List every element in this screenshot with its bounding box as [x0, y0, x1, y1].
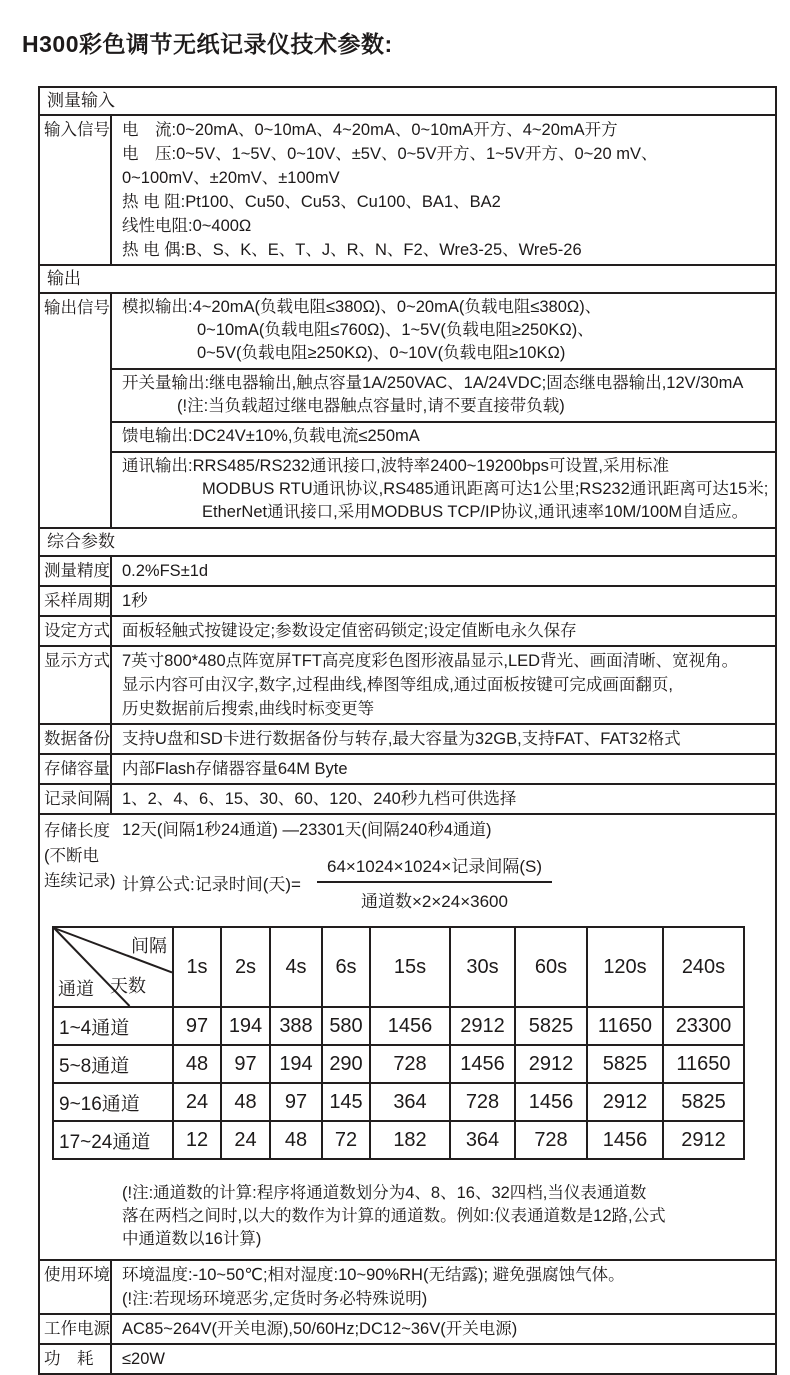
accuracy-value: 0.2%FS±1d: [122, 562, 209, 580]
channel-cell: 290: [322, 1045, 370, 1083]
column-header: 30s: [450, 927, 515, 1007]
input-signal-line: 0~100mV、±20mV、±100mV: [122, 169, 340, 187]
storage-range: 12天(间隔1秒24通道) —23301天(间隔240秒4通道): [122, 821, 492, 839]
channel-cell: 2912: [587, 1083, 663, 1121]
sampling-value: 1秒: [122, 592, 148, 610]
column-header: 1s: [173, 927, 221, 1007]
row-label-capacity: 存储容量: [40, 755, 112, 783]
row-value-environment: [112, 1261, 775, 1313]
storage-label-line: (不断电: [44, 847, 99, 865]
channel-days-table: [52, 926, 745, 1160]
row-label-setting: 设定方式: [40, 617, 112, 645]
channel-cell: 97: [173, 1007, 221, 1045]
row-label-power: 工作电源: [40, 1315, 112, 1343]
row-value-accuracy: [112, 557, 775, 585]
row-header: 1~4通道: [53, 1007, 173, 1045]
column-header: 60s: [515, 927, 587, 1007]
row-input-signal: [40, 114, 775, 264]
channel-cell: 5825: [515, 1007, 587, 1045]
channel-table-row: [53, 1083, 744, 1121]
channel-cell: 2912: [663, 1121, 744, 1159]
corner-label-interval: 间隔: [131, 936, 167, 956]
channel-cell: 580: [322, 1007, 370, 1045]
formula-fraction: [317, 852, 552, 912]
input-signal-line: 电 流:0~20mA、0~10mA、4~20mA、0~10mA开方、4~20mA开方: [122, 121, 618, 139]
comm-output-line: MODBUS RTU通讯协议,RS485通讯距离可达1公里;RS232通讯距离可达15米;: [202, 480, 769, 498]
channel-cell: 48: [221, 1083, 270, 1121]
row-storage-length: [40, 813, 775, 1259]
storage-formula: [122, 852, 775, 912]
channel-cell: 5825: [663, 1083, 744, 1121]
section-row-general: [40, 527, 775, 555]
interval-value: 1、2、4、6、15、30、60、120、240秒九档可供选择: [122, 790, 517, 808]
column-header: 240s: [663, 927, 744, 1007]
row-label-output-signal: 输出信号: [40, 294, 112, 527]
channel-cell: 24: [173, 1083, 221, 1121]
row-setting: [40, 615, 775, 645]
row-environment: [40, 1259, 775, 1313]
column-header: 2s: [221, 927, 270, 1007]
channel-cell: 194: [270, 1045, 322, 1083]
channel-cell: 5825: [587, 1045, 663, 1083]
row-value-consumption: [112, 1345, 775, 1373]
channel-cell: 1456: [587, 1121, 663, 1159]
formula-denominator: 通道数×2×24×3600: [361, 892, 508, 911]
setting-value: 面板轻触式按键设定;参数设定值密码锁定;设定值断电永久保存: [122, 622, 577, 640]
channel-cell: 11650: [663, 1045, 744, 1083]
display-line: 7英寸800*480点阵宽屏TFT高亮度彩色图形液晶显示,LED背光、画面清晰、宽视角。: [122, 652, 739, 670]
column-header: 120s: [587, 927, 663, 1007]
row-label-consumption: 功 耗: [40, 1345, 112, 1373]
consumption-value: ≤20W: [122, 1350, 165, 1368]
backup-value: 支持U盘和SD卡进行数据备份与转存,最大容量为32GB,支持FAT、FAT32格式: [122, 730, 681, 748]
channel-cell: 728: [450, 1083, 515, 1121]
row-label-environment: 使用环境: [40, 1261, 112, 1313]
row-header: 9~16通道: [53, 1083, 173, 1121]
channel-table-row: [53, 1121, 744, 1159]
channel-table-row: [53, 1007, 744, 1045]
channel-cell: 12: [173, 1121, 221, 1159]
comm-output-line: 通讯输出:RRS485/RS232通讯接口,波特率2400~19200bps可设置,采用标准: [122, 457, 669, 475]
channel-cell: 48: [173, 1045, 221, 1083]
channel-cell: 364: [450, 1121, 515, 1159]
channel-cell: 2912: [515, 1045, 587, 1083]
row-label-display: 显示方式: [40, 647, 112, 723]
row-sampling: [40, 585, 775, 615]
channel-cell: 728: [515, 1121, 587, 1159]
subrow-feed-output: [112, 421, 775, 451]
row-backup: [40, 723, 775, 753]
section-header-general: 综合参数: [47, 532, 115, 551]
comm-output-line: EtherNet通讯接口,采用MODBUS TCP/IP协议,通讯速率10M/100M自适应。: [202, 503, 749, 521]
analog-output-line: 0~5V(负载电阻≥250KΩ)、0~10V(负载电阻≥10KΩ): [197, 344, 566, 362]
row-value-display: [112, 647, 775, 723]
subrow-analog-output: [112, 294, 775, 368]
column-header: 15s: [370, 927, 450, 1007]
channel-cell: 1456: [370, 1007, 450, 1045]
row-value-capacity: [112, 755, 775, 783]
storage-note-line: (!注:通道数的计算:程序将通道数划分为4、8、16、32四档,当仪表通道数: [122, 1184, 647, 1202]
section-row-output: [40, 264, 775, 292]
input-signal-line: 热 电 偶:B、S、K、E、T、J、R、N、F2、Wre3-25、Wre5-26: [122, 241, 582, 259]
environment-line: 环境温度:-10~50℃;相对湿度:10~90%RH(无结露); 避免强腐蚀气体。: [122, 1266, 625, 1284]
row-value-input-signal: [112, 116, 775, 264]
row-label-storage-length: [44, 819, 116, 894]
switch-output-line: 开关量输出:继电器输出,触点容量1A/250VAC、1A/24VDC;固态继电器输出,12V/30mA: [122, 374, 744, 392]
storage-note-line: 中通道数以16计算): [122, 1230, 262, 1248]
channel-cell: 182: [370, 1121, 450, 1159]
input-signal-line: 线性电阻:0~400Ω: [122, 217, 252, 235]
channel-cell: 2912: [450, 1007, 515, 1045]
page-title: H300彩色调节无纸记录仪技术参数:: [22, 31, 393, 57]
storage-note-line: 落在两档之间时,以大的数作为计算的通道数。例如:仪表通道数是12路,公式: [122, 1207, 666, 1225]
subrow-switch-output: [112, 368, 775, 421]
section-header-output: 输出: [47, 269, 81, 288]
row-header: 17~24通道: [53, 1121, 173, 1159]
row-consumption: [40, 1343, 775, 1373]
row-value-sampling: [112, 587, 775, 615]
column-header: 6s: [322, 927, 370, 1007]
row-value-backup: [112, 725, 775, 753]
storage-note: [122, 1182, 775, 1251]
row-display: [40, 645, 775, 723]
feed-output-line: 馈电输出:DC24V±10%,负载电流≤250mA: [122, 427, 420, 445]
channel-cell: 1456: [515, 1083, 587, 1121]
row-interval: [40, 783, 775, 813]
analog-output-line: 0~10mA(负载电阻≤760Ω)、1~5V(负载电阻≥250KΩ)、: [197, 321, 594, 339]
column-header: 4s: [270, 927, 322, 1007]
row-value-power: [112, 1315, 775, 1343]
channel-cell: 1456: [450, 1045, 515, 1083]
channel-cell: 364: [370, 1083, 450, 1121]
channel-cell: 97: [270, 1083, 322, 1121]
storage-label-line: 存储长度: [44, 822, 110, 840]
formula-numerator: 64×1024×1024×记录间隔(S): [317, 852, 552, 883]
channel-cell: 11650: [587, 1007, 663, 1045]
channel-cell: 24: [221, 1121, 270, 1159]
power-value: AC85~264V(开关电源),50/60Hz;DC12~36V(开关电源): [122, 1320, 518, 1338]
row-capacity: [40, 753, 775, 783]
row-accuracy: [40, 555, 775, 585]
environment-note: (!注:若现场环境恶劣,定货时务必特殊说明): [122, 1290, 428, 1308]
output-signal-subrows: [112, 294, 775, 527]
input-signal-line: 热 电 阻:Pt100、Cu50、Cu53、Cu100、BA1、BA2: [122, 193, 501, 211]
display-line: 显示内容可由汉字,数字,过程曲线,棒图等组成,通过面板按键可完成画面翻页,: [122, 676, 673, 694]
channel-cell: 388: [270, 1007, 322, 1045]
channel-cell: 72: [322, 1121, 370, 1159]
row-value-setting: [112, 617, 775, 645]
row-output-signal: [40, 292, 775, 527]
channel-cell: 23300: [663, 1007, 744, 1045]
subrow-comm-output: [112, 451, 775, 527]
channel-cell: 728: [370, 1045, 450, 1083]
corner-label-days: 天数: [110, 976, 146, 996]
switch-output-note: (!注:当负载超过继电器触点容量时,请不要直接带负载): [177, 397, 565, 415]
channel-table-header-row: [53, 927, 744, 1007]
formula-prefix: 计算公式:记录时间(天)=: [122, 874, 301, 894]
row-header: 5~8通道: [53, 1045, 173, 1083]
section-header-measure-input: 测量输入: [47, 91, 115, 110]
display-line: 历史数据前后搜索,曲线时标变更等: [122, 700, 375, 718]
storage-label-line: 连续记录): [44, 872, 116, 890]
capacity-value: 内部Flash存储器容量64M Byte: [122, 760, 348, 778]
row-label-sampling: 采样周期: [40, 587, 112, 615]
channel-table-row: [53, 1045, 744, 1083]
channel-cell: 48: [270, 1121, 322, 1159]
row-label-accuracy: 测量精度: [40, 557, 112, 585]
row-label-input-signal: 输入信号: [40, 116, 112, 264]
channel-table-corner-cell: [53, 927, 173, 1007]
row-label-interval: 记录间隔: [40, 785, 112, 813]
channel-cell: 194: [221, 1007, 270, 1045]
channel-cell: 97: [221, 1045, 270, 1083]
row-value-interval: [112, 785, 775, 813]
row-label-backup: 数据备份: [40, 725, 112, 753]
spec-table: [38, 86, 777, 1375]
row-power: [40, 1313, 775, 1343]
input-signal-line: 电 压:0~5V、1~5V、0~10V、±5V、0~5V开方、1~5V开方、0~20 mV、: [122, 145, 658, 163]
corner-label-channel: 通道: [58, 979, 94, 999]
channel-cell: 145: [322, 1083, 370, 1121]
section-row-measure-input: [40, 88, 775, 114]
analog-output-line: 模拟输出:4~20mA(负载电阻≤380Ω)、0~20mA(负载电阻≤380Ω)、: [122, 298, 602, 316]
